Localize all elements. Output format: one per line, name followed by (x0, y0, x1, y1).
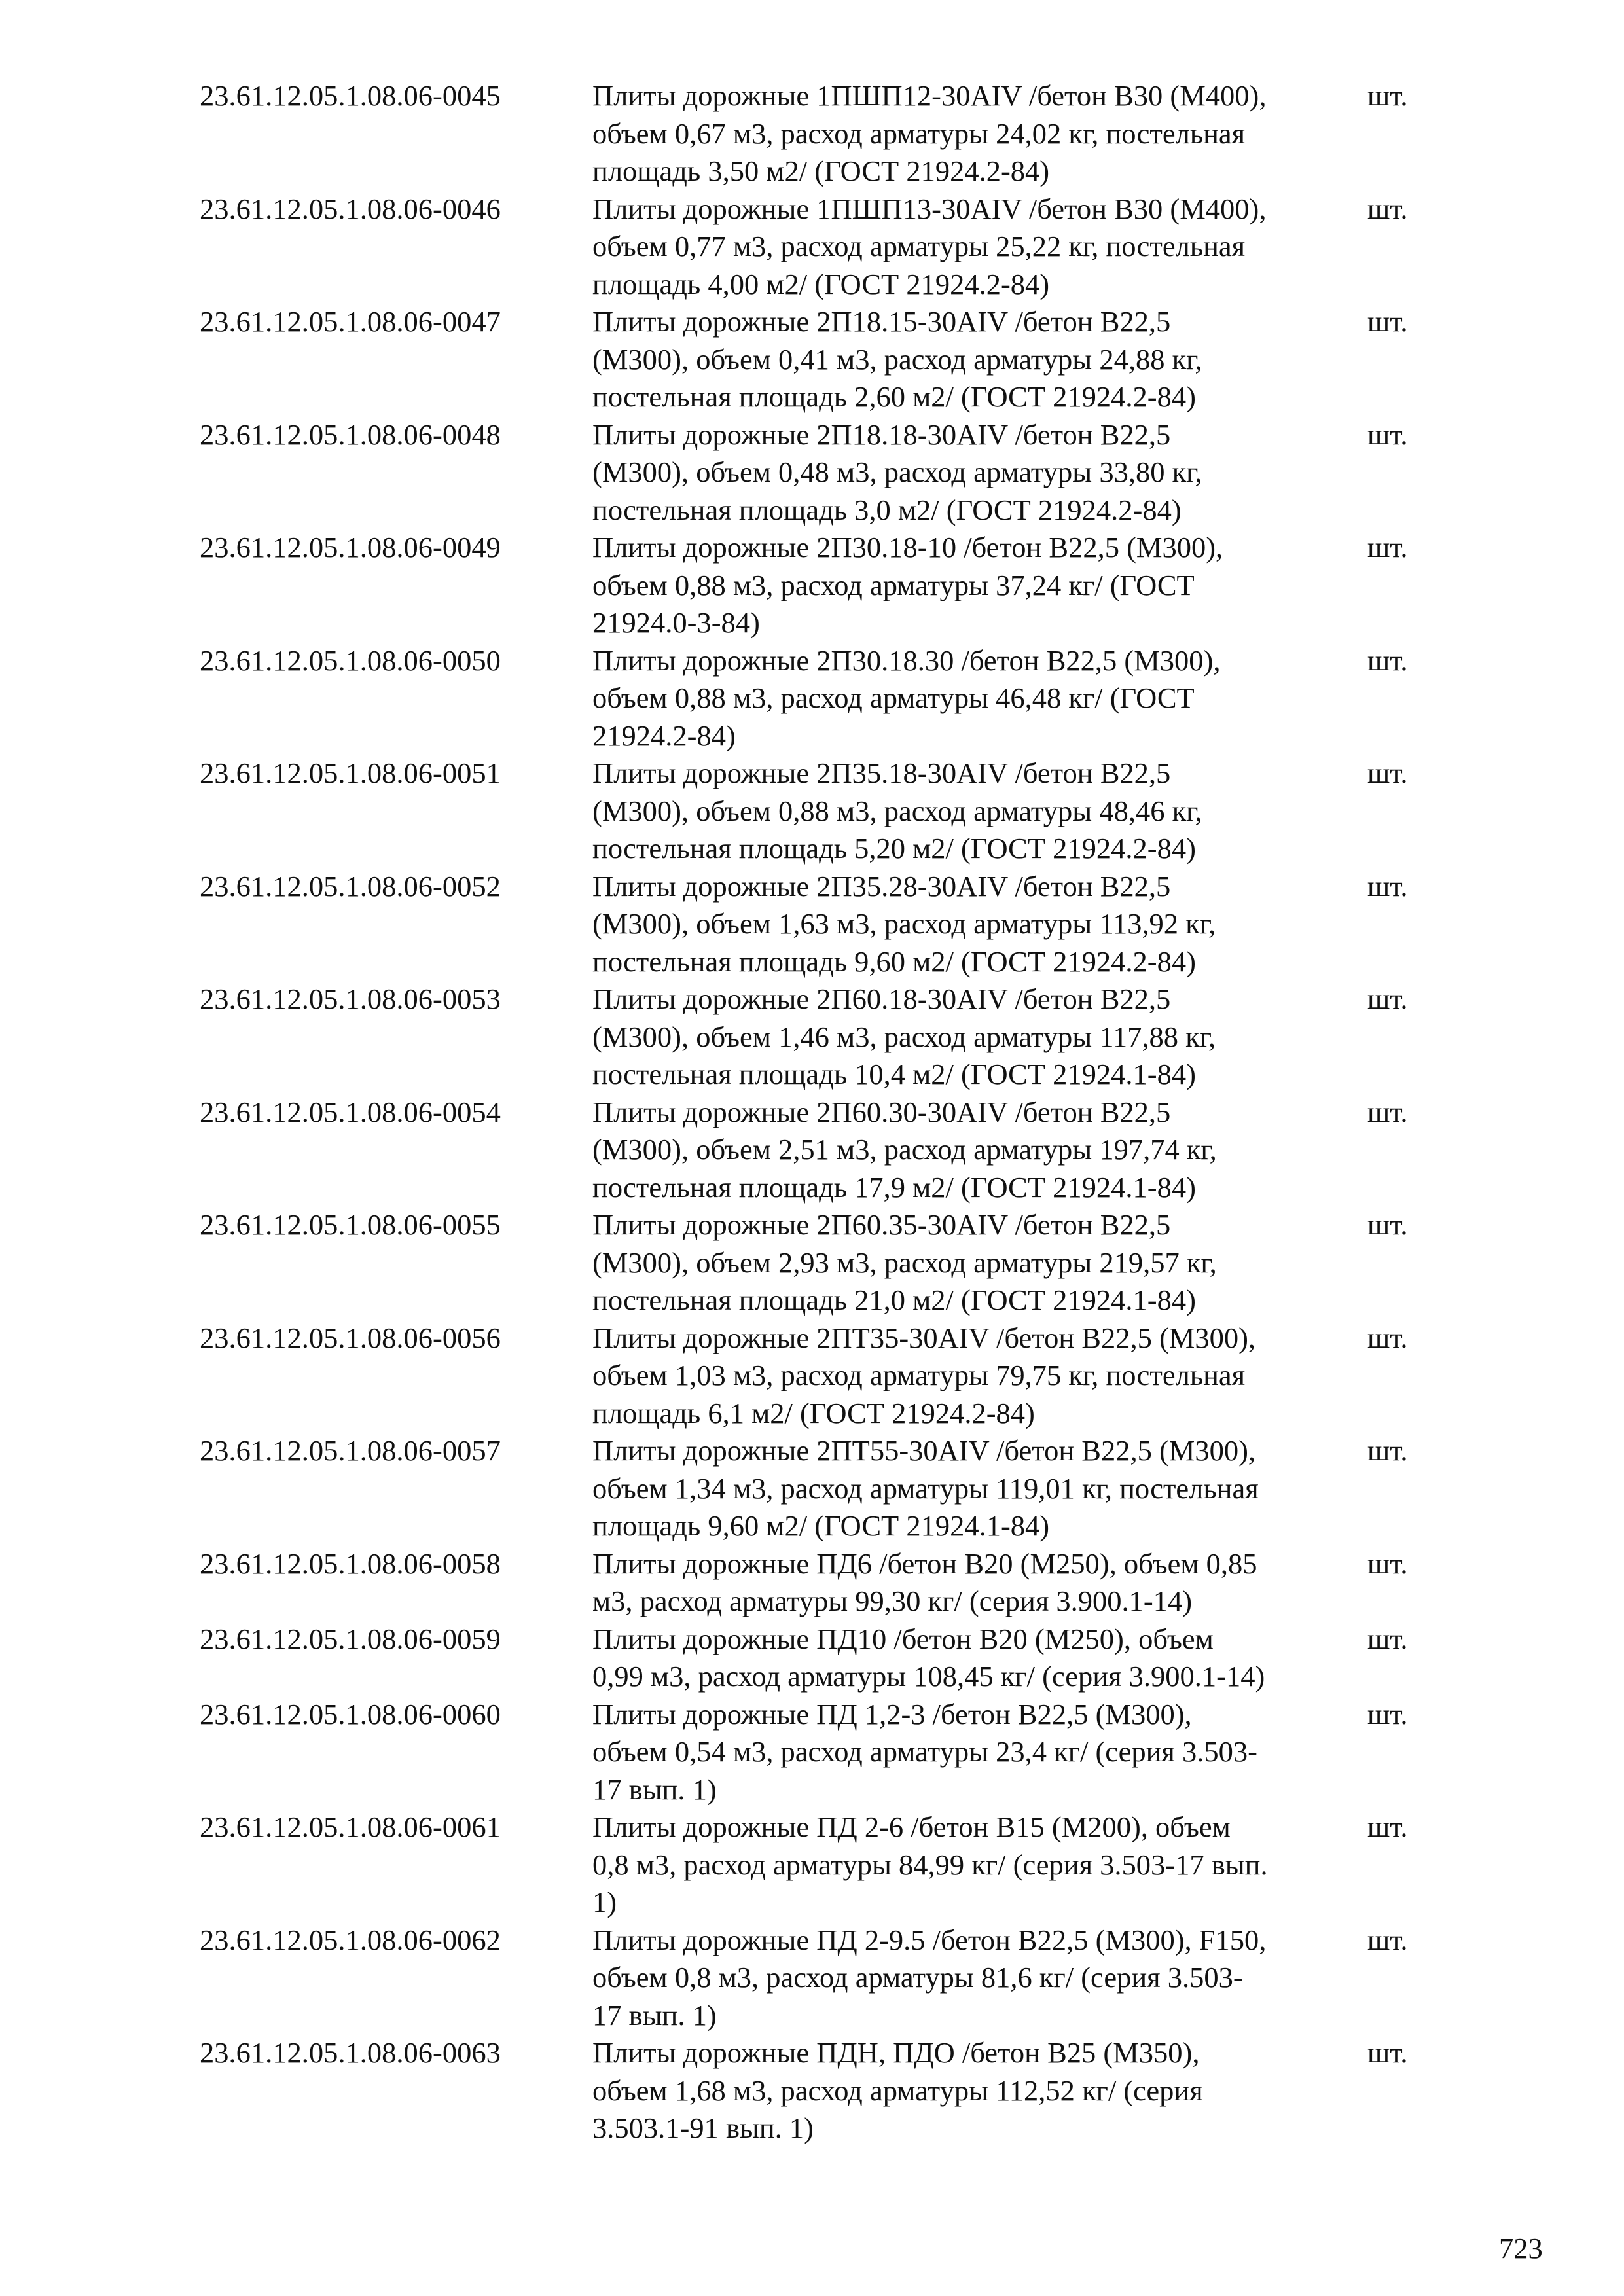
item-description: Плиты дорожные ПД 2-9.5 /бетон B22,5 (М300), F150, объем 0,8 м3, расход арматуры 81,6 кг/ (серия 3.503- 17 вып. 1) (592, 1923, 1267, 2032)
item-description: Плиты дорожные 2П60.18-30AIV /бетон B22,5 (М300), объем 1,46 м3, расход арматуры 117,88 кг, постельная площадь 10,4 м2/ (ГОСТ 21924.1-84) (592, 982, 1216, 1090)
item-code: 23.61.12.05.1.08.06-0046 (200, 192, 501, 225)
item-code: 23.61.12.05.1.08.06-0054 (200, 1095, 501, 1128)
item-description: Плиты дорожные 2П35.18-30AIV /бетон B22,5 (М300), объем 0,88 м3, расход арматуры 48,46 кг, постельная площадь 5,20 м2/ (ГОСТ 21924.2-84) (592, 757, 1202, 865)
item-unit: шт. (1367, 1208, 1408, 1241)
item-unit: шт. (1367, 643, 1408, 677)
item-unit: шт. (1367, 192, 1408, 225)
item-description: Плиты дорожные ПДН, ПДО /бетон B25 (М350), объем 1,68 м3, расход арматуры 112,52 кг/ (серия 3.503.1-91 вып. 1) (592, 2036, 1203, 2144)
item-description: Плиты дорожные 2П35.28-30AIV /бетон B22,5 (М300), объем 1,63 м3, расход арматуры 113,92 кг, постельная площадь 9,60 м2/ (ГОСТ 21924.2-84) (592, 869, 1216, 978)
list-item (200, 642, 1443, 755)
item-description: Плиты дорожные 2П30.18.30 /бетон B22,5 (М300), объем 0,88 м3, расход арматуры 46,48 кг/ (ГОСТ 21924.2-84) (592, 643, 1221, 752)
item-unit: шт. (1367, 2036, 1408, 2069)
item-unit: шт. (1367, 1697, 1408, 1731)
item-code: 23.61.12.05.1.08.06-0045 (200, 79, 501, 112)
item-description: Плиты дорожные ПД10 /бетон B20 (М250), объем 0,99 м3, расход арматуры 108,45 кг/ (серия 3.900.1-14) (592, 1622, 1265, 1693)
list-item (200, 1621, 1443, 1696)
item-code: 23.61.12.05.1.08.06-0051 (200, 757, 501, 789)
item-description: Плиты дорожные ПД6 /бетон B20 (М250), объем 0,85 м3, расход арматуры 99,30 кг/ (серия 3.900.1-14) (592, 1547, 1257, 1617)
price-list (200, 77, 1443, 2147)
item-unit: шт. (1367, 79, 1408, 112)
item-description: Плиты дорожные 2П18.18-30AIV /бетон B22,5 (М300), объем 0,48 м3, расход арматуры 33,80 кг, постельная площадь 3,0 м2/ (ГОСТ 21924.2-84) (592, 418, 1202, 526)
item-unit: шт. (1367, 869, 1408, 903)
list-item (200, 1319, 1443, 1433)
item-code: 23.61.12.05.1.08.06-0056 (200, 1321, 501, 1354)
item-unit: шт. (1367, 1547, 1408, 1580)
item-unit: шт. (1367, 982, 1408, 1015)
item-code: 23.61.12.05.1.08.06-0048 (200, 418, 501, 451)
item-description: Плиты дорожные 2П60.30-30AIV /бетон B22,5 (М300), объем 2,51 м3, расход арматуры 197,74 кг, постельная площадь 17,9 м2/ (ГОСТ 21924.1-84) (592, 1095, 1217, 1204)
item-unit: шт. (1367, 418, 1408, 451)
item-unit: шт. (1367, 1923, 1408, 1956)
list-item (200, 1922, 1443, 2035)
item-description: Плиты дорожные 2П18.15-30AIV /бетон B22,5 (М300), объем 0,41 м3, расход арматуры 24,88 кг, постельная площадь 2,60 м2/ (ГОСТ 21924.2-84) (592, 305, 1202, 413)
list-item (200, 755, 1443, 868)
list-item (200, 529, 1443, 642)
list-item (200, 77, 1443, 190)
item-unit: шт. (1367, 531, 1408, 564)
list-item (200, 190, 1443, 304)
item-unit: шт. (1367, 1434, 1408, 1467)
list-item (200, 1808, 1443, 1922)
item-code: 23.61.12.05.1.08.06-0053 (200, 982, 501, 1015)
list-item (200, 1206, 1443, 1319)
item-code: 23.61.12.05.1.08.06-0061 (200, 1810, 501, 1843)
item-code: 23.61.12.05.1.08.06-0049 (200, 531, 501, 564)
item-code: 23.61.12.05.1.08.06-0047 (200, 305, 501, 338)
item-code: 23.61.12.05.1.08.06-0058 (200, 1547, 501, 1580)
item-unit: шт. (1367, 1810, 1408, 1843)
item-unit: шт. (1367, 1622, 1408, 1655)
item-code: 23.61.12.05.1.08.06-0057 (200, 1434, 501, 1467)
list-item (200, 1545, 1443, 1621)
item-code: 23.61.12.05.1.08.06-0052 (200, 869, 501, 903)
item-description: Плиты дорожные ПД 1,2-3 /бетон B22,5 (М300), объем 0,54 м3, расход арматуры 23,4 кг/ (серия 3.503- 17 вып. 1) (592, 1697, 1257, 1806)
list-item (200, 1696, 1443, 1809)
item-description: Плиты дорожные 1ПШП13-30AIV /бетон B30 (М400), объем 0,77 м3, расход арматуры 25,22 кг, постельная площадь 4,00 м2/ (ГОСТ 21924.2-84) (592, 192, 1267, 300)
item-code: 23.61.12.05.1.08.06-0055 (200, 1208, 501, 1241)
list-item (200, 303, 1443, 416)
list-item (200, 2034, 1443, 2147)
item-description: Плиты дорожные 2П30.18-10 /бетон B22,5 (М300), объем 0,88 м3, расход арматуры 37,24 кг/ (ГОСТ 21924.0-3-84) (592, 531, 1223, 639)
item-code: 23.61.12.05.1.08.06-0059 (200, 1622, 501, 1655)
item-description: Плиты дорожные 2П60.35-30AIV /бетон B22,5 (М300), объем 2,93 м3, расход арматуры 219,57 кг, постельная площадь 21,0 м2/ (ГОСТ 21924.1-84) (592, 1208, 1217, 1316)
page-number: 723 (1499, 2232, 1543, 2265)
list-item (200, 1432, 1443, 1545)
list-item (200, 980, 1443, 1094)
item-code: 23.61.12.05.1.08.06-0063 (200, 2036, 501, 2069)
item-unit: шт. (1367, 757, 1408, 789)
item-description: Плиты дорожные ПД 2-6 /бетон B15 (М200), объем 0,8 м3, расход арматуры 84,99 кг/ (серия 3.503-17 вып. 1) (592, 1810, 1268, 1918)
item-description: Плиты дорожные 2ПТ35-30AIV /бетон B22,5 (М300), объем 1,03 м3, расход арматуры 79,75 кг, постельная площадь 6,1 м2/ (ГОСТ 21924.2-84) (592, 1321, 1256, 1429)
item-description: Плиты дорожные 1ПШП12-30AIV /бетон B30 (М400), объем 0,67 м3, расход арматуры 24,02 кг, постельная площадь 3,50 м2/ (ГОСТ 21924.2-84) (592, 79, 1267, 187)
item-unit: шт. (1367, 1321, 1408, 1354)
item-code: 23.61.12.05.1.08.06-0050 (200, 643, 501, 677)
list-item (200, 868, 1443, 981)
item-code: 23.61.12.05.1.08.06-0060 (200, 1697, 501, 1731)
item-code: 23.61.12.05.1.08.06-0062 (200, 1923, 501, 1956)
item-description: Плиты дорожные 2ПТ55-30AIV /бетон B22,5 (М300), объем 1,34 м3, расход арматуры 119,01 кг, постельная площадь 9,60 м2/ (ГОСТ 21924.1-84) (592, 1434, 1259, 1542)
item-unit: шт. (1367, 305, 1408, 338)
item-unit: шт. (1367, 1095, 1408, 1128)
list-item (200, 416, 1443, 529)
list-item (200, 1094, 1443, 1207)
